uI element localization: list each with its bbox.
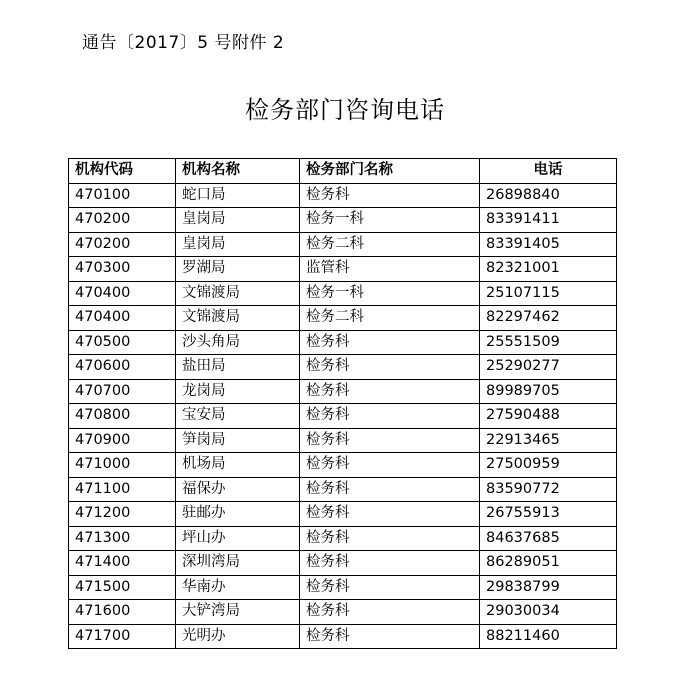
table-row: [69, 281, 617, 306]
cell-name: 华南办: [176, 575, 300, 600]
cell-name: 机场局: [176, 453, 300, 478]
table-row: [69, 257, 617, 282]
cell-phone: 89989705: [480, 379, 617, 404]
cell-dept: 检务科: [300, 453, 480, 478]
cell-dept: 监管科: [300, 257, 480, 282]
contact-table: [68, 158, 617, 649]
cell-name: 沙头角局: [176, 330, 300, 355]
cell-name: 龙岗局: [176, 379, 300, 404]
table-row: [69, 575, 617, 600]
cell-name: 文锦渡局: [176, 306, 300, 331]
cell-phone: 82321001: [480, 257, 617, 282]
cell-name: 蛇口局: [176, 183, 300, 208]
cell-dept: 检务科: [300, 404, 480, 429]
cell-name: 皇岗局: [176, 232, 300, 257]
cell-dept: 检务二科: [300, 232, 480, 257]
table-row: [69, 526, 617, 551]
cell-dept: 检务一科: [300, 208, 480, 233]
cell-name: 宝安局: [176, 404, 300, 429]
page-title: 检务部门咨询电话: [245, 96, 445, 124]
cell-phone: 84637685: [480, 526, 617, 551]
cell-phone: 83391411: [480, 208, 617, 233]
cell-code: 470800: [69, 404, 176, 429]
cell-code: 470600: [69, 355, 176, 380]
cell-code: 470200: [69, 232, 176, 257]
cell-code: 470400: [69, 306, 176, 331]
cell-phone: 26755913: [480, 502, 617, 527]
cell-name: 坪山办: [176, 526, 300, 551]
cell-phone: 27590488: [480, 404, 617, 429]
cell-name: 大铲湾局: [176, 600, 300, 625]
cell-code: 470900: [69, 428, 176, 453]
table-row: [69, 355, 617, 380]
cell-name: 笋岗局: [176, 428, 300, 453]
cell-phone: 83590772: [480, 477, 617, 502]
table-row: [69, 379, 617, 404]
table-header: [69, 159, 617, 184]
table-row: [69, 624, 617, 649]
cell-dept: 检务二科: [300, 306, 480, 331]
document-annotation: 通告〔2017〕5 号附件 2: [82, 33, 285, 53]
cell-name: 光明办: [176, 624, 300, 649]
cell-dept: 检务科: [300, 428, 480, 453]
cell-code: 471300: [69, 526, 176, 551]
header-phone: 电话: [480, 159, 617, 184]
cell-code: 471100: [69, 477, 176, 502]
cell-name: 盐田局: [176, 355, 300, 380]
table-row: [69, 306, 617, 331]
cell-name: 深圳湾局: [176, 551, 300, 576]
table-row: [69, 502, 617, 527]
cell-phone: 82297462: [480, 306, 617, 331]
cell-phone: 22913465: [480, 428, 617, 453]
cell-dept: 检务科: [300, 526, 480, 551]
cell-dept: 检务科: [300, 379, 480, 404]
cell-name: 罗湖局: [176, 257, 300, 282]
cell-phone: 25290277: [480, 355, 617, 380]
header-name: 机构名称: [176, 159, 300, 184]
cell-phone: 88211460: [480, 624, 617, 649]
cell-dept: 检务科: [300, 477, 480, 502]
cell-code: 471700: [69, 624, 176, 649]
cell-code: 470700: [69, 379, 176, 404]
cell-dept: 检务科: [300, 624, 480, 649]
cell-code: 470200: [69, 208, 176, 233]
cell-dept: 检务科: [300, 330, 480, 355]
cell-code: 471000: [69, 453, 176, 478]
cell-phone: 29838799: [480, 575, 617, 600]
cell-code: 470100: [69, 183, 176, 208]
cell-dept: 检务科: [300, 355, 480, 380]
table-row: [69, 453, 617, 478]
cell-code: 471600: [69, 600, 176, 625]
cell-phone: 86289051: [480, 551, 617, 576]
cell-phone: 83391405: [480, 232, 617, 257]
table-row: [69, 232, 617, 257]
cell-phone: 26898840: [480, 183, 617, 208]
table-body: [69, 183, 617, 649]
cell-name: 文锦渡局: [176, 281, 300, 306]
cell-name: 皇岗局: [176, 208, 300, 233]
header-row: [69, 159, 617, 184]
cell-code: 470500: [69, 330, 176, 355]
cell-dept: 检务科: [300, 575, 480, 600]
table-row: [69, 477, 617, 502]
cell-dept: 检务科: [300, 502, 480, 527]
table-row: [69, 208, 617, 233]
table-row: [69, 404, 617, 429]
cell-code: 470300: [69, 257, 176, 282]
cell-phone: 25551509: [480, 330, 617, 355]
cell-dept: 检务科: [300, 600, 480, 625]
table-row: [69, 183, 617, 208]
cell-code: 471500: [69, 575, 176, 600]
cell-phone: 25107115: [480, 281, 617, 306]
cell-phone: 27500959: [480, 453, 617, 478]
cell-dept: 检务一科: [300, 281, 480, 306]
cell-code: 470400: [69, 281, 176, 306]
table-row: [69, 428, 617, 453]
table-row: [69, 600, 617, 625]
cell-phone: 29030034: [480, 600, 617, 625]
cell-name: 驻邮办: [176, 502, 300, 527]
table-row: [69, 551, 617, 576]
cell-dept: 检务科: [300, 551, 480, 576]
cell-code: 471400: [69, 551, 176, 576]
cell-dept: 检务科: [300, 183, 480, 208]
cell-code: 471200: [69, 502, 176, 527]
header-dept: 检务部门名称: [300, 159, 480, 184]
cell-name: 福保办: [176, 477, 300, 502]
table-row: [69, 330, 617, 355]
header-code: 机构代码: [69, 159, 176, 184]
